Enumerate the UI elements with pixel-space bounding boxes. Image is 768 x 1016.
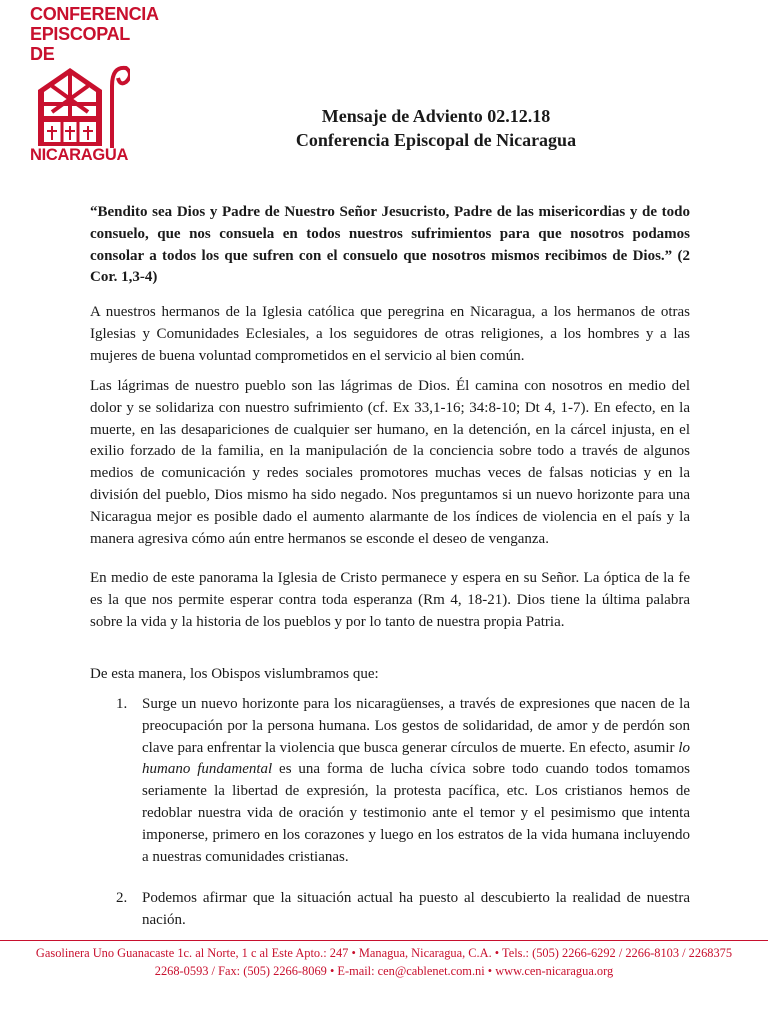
paragraph-panorama: En medio de este panorama la Iglesia de Cristo permanece y espera en su Señor. La óptica de la fe es la que nos permite esperar contra toda esperanza (Rm 4, 18-21). Dios tiene la última palabra sobre la vida y la historia de los pueblos y por lo tanto de nuestra propia Patria.	[90, 570, 690, 630]
logo-text-line-1: CONFERENCIA	[30, 4, 159, 24]
footer-address: Gasolinera Uno Guanacaste 1c. al Norte, 1 c al Este Apto.: 247 • Managua, Nicaragua, C.A. • Tels.: (505) 2266-6292 / 2266-8103 / 2268375	[35, 946, 733, 960]
list-number: 1.	[116, 696, 128, 712]
cen-logo	[0, 0, 159, 170]
paragraph-tears: Las lágrimas de nuestro pueblo son las lágrimas de Dios. Él camina con nosotros en medio del dolor y se solidariza con nuestro sufrimiento (cf. Ex 33,1-16; 34:8-10; Dt 4, 1-7). En efecto, en la muerte, en las desapariciones de cualquier ser humano, en la detención, en la cárcel injusta, en el exilio forzado de la familia, en la manipulación de la conciencia sobre todo a través de algunos medios de comunicación y redes sociales promotores muchas veces de falsas noticias y en la división del pueblo, Dios mismo ha sido negado. Nos preguntamos si un nuevo horizonte para una Nicaragua mejor es posible dado el aumento alarmante de los índices de violencia en el país y la manera agresiva cómo aún entre hermanos se esconde el deseo de venganza.	[90, 378, 690, 547]
list-number: 2.	[116, 890, 128, 906]
list-text-part: es una forma de lucha cívica sobre todo cuando todos tomamos seriamente la libertad de expresión, la protesta pacífica, etc. Los cristianos hemos de redoblar nuestra vida de oración y testimonio ante el temor y el pesimismo que intenta imponerse, primero en los corazones y luego en los estratos de la vida humana incluyendo a nuestras comunidades cristianas.	[142, 761, 690, 865]
logo-text-line-4: NICARAGUA	[30, 146, 129, 164]
paragraph-greeting: A nuestros hermanos de la Iglesia católica que peregrina en Nicaragua, a los hermanos de otras Iglesias y Comunidades Eclesiales, a los seguidores de otras religiones, a los hombres y a las mujeres de buena voluntad comprometidos en el servicio al bien común.	[90, 304, 690, 364]
paragraph-intro-list: De esta manera, los Obispos vislumbramos que:	[90, 666, 379, 682]
footer-divider	[0, 940, 768, 941]
document-title: Mensaje de Adviento 02.12.18	[321, 106, 551, 126]
list-text: Podemos afirmar que la situación actual ha puesto al descubierto la realidad de nuestra nación.	[142, 890, 690, 928]
list-text-italic: lo humano fundamental	[142, 739, 690, 778]
logo-text-line-3: DE	[30, 44, 55, 64]
document-subtitle: Conferencia Episcopal de Nicaragua	[295, 130, 577, 150]
footer-contact: 2268-0593 / Fax: (505) 2266-8069 • E-mail: cen@cablenet.com.ni • www.cen-nicaragua.org	[154, 964, 614, 978]
mitre-crozier-icon	[30, 60, 130, 150]
opening-quote: “Bendito sea Dios y Padre de Nuestro Señor Jesucristo, Padre de las misericordias y de todo consuelo, que nos consuela en todos nuestros sufrimientos para que nosotros podamos consolar a todos los que sufren con el consuelo que nosotros mismos recibimos de Dios.” (2 Cor. 1,3-4)	[90, 204, 690, 286]
list-text	[142, 694, 690, 868]
logo-text-line-2: EPISCOPAL	[30, 24, 130, 44]
list-text-part: Surge un nuevo horizonte para los nicaragüenses, a través de expresiones que nacen de la preocupación por la persona humana. Los gestos de solidaridad, de amor y de perdón son clave para enfrentar la violencia que busca generar círculos de muerte. En efecto, asumir	[142, 696, 690, 756]
